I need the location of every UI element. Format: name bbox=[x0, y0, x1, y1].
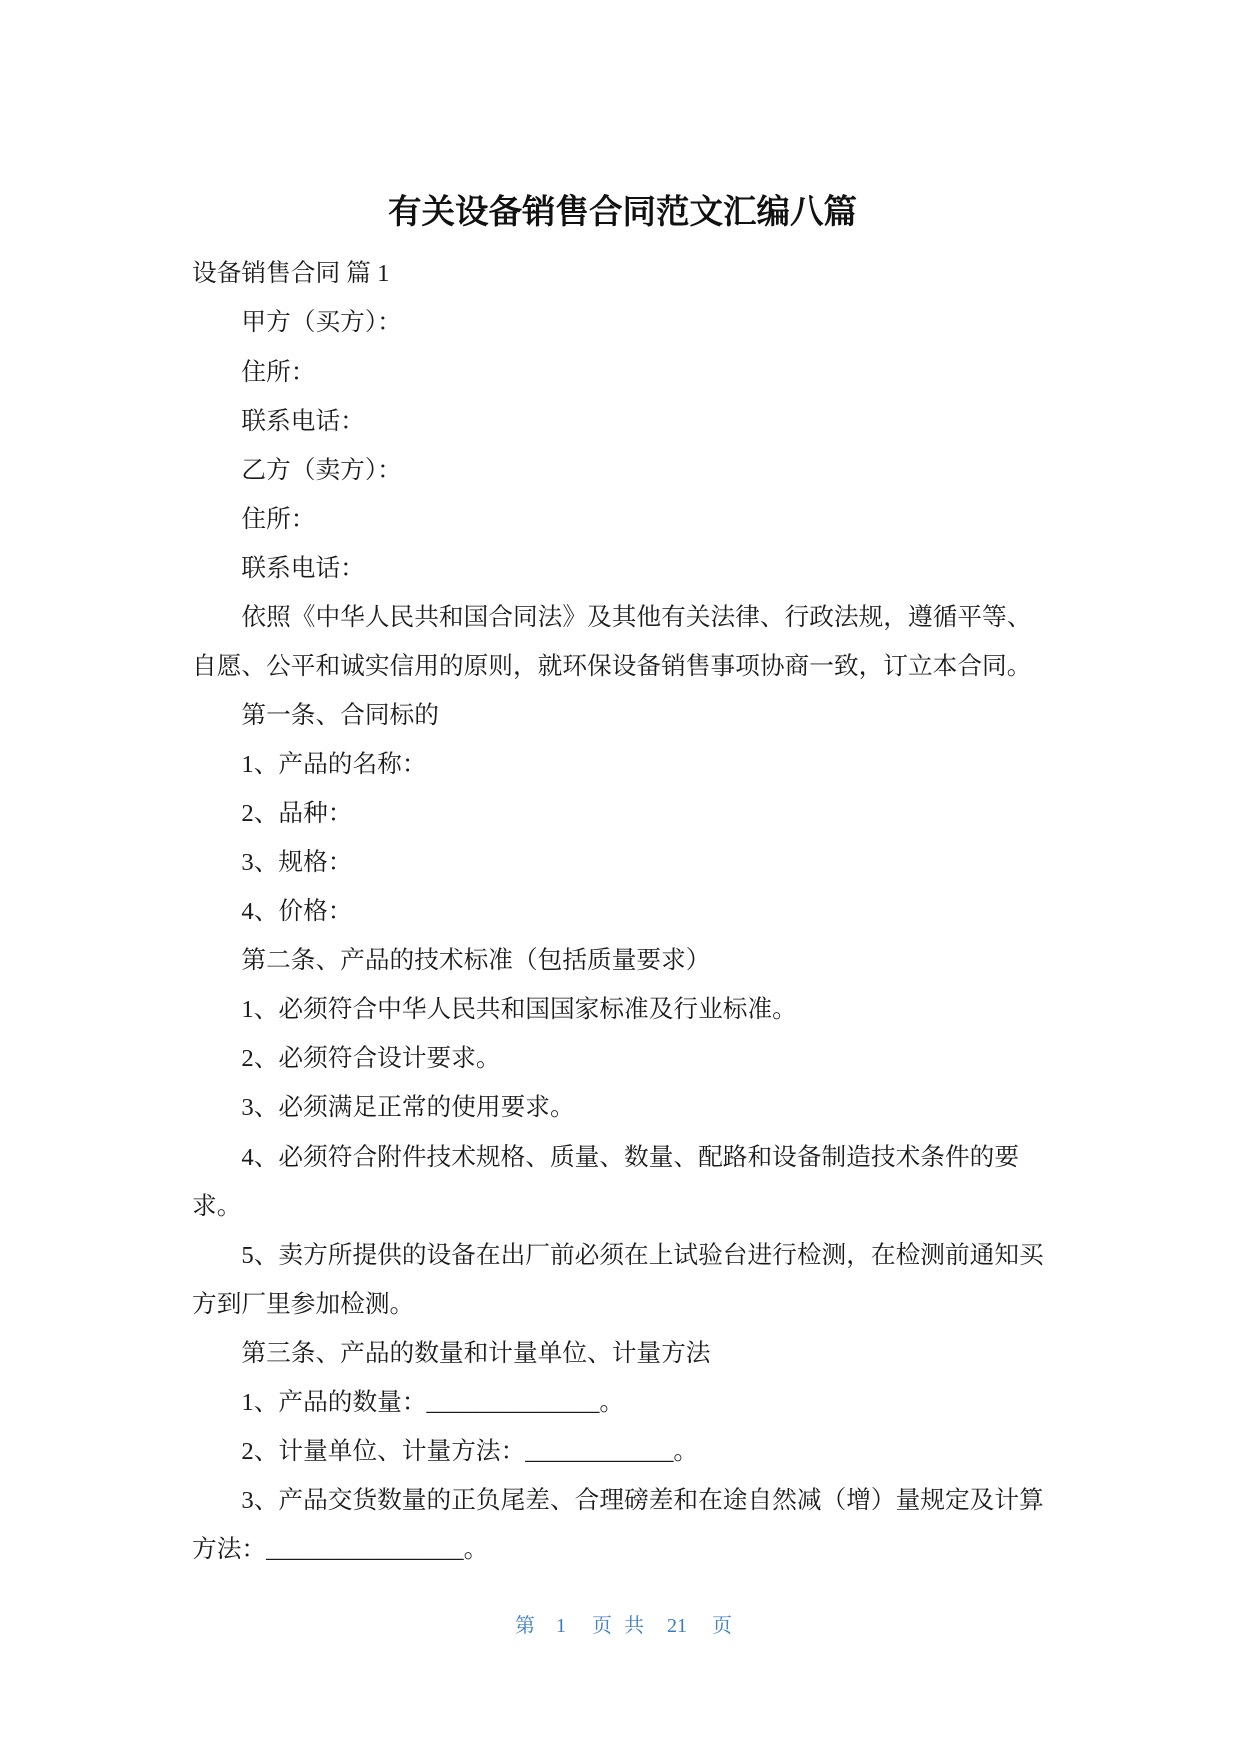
preamble-paragraph-line: 依照《中华人民共和国合同法》及其他有关法律、行政法规，遵循平等、 bbox=[241, 603, 1032, 631]
article-2-heading: 第二条、产品的技术标准（包括质量要求） bbox=[241, 947, 711, 975]
preamble-paragraph-line: 自愿、公平和诚实信用的原则，就环保设备销售事项协商一致，订立本合同。 bbox=[192, 652, 1032, 680]
document-title: 有关设备销售合同范文汇编八篇 bbox=[388, 192, 857, 231]
article-2-item: 5、卖方所提供的设备在出厂前必须在上试验台进行检测，在检测前通知买 bbox=[241, 1241, 1044, 1269]
article-3-item-continuation: 方法：________________。 bbox=[192, 1536, 489, 1564]
article-1-item: 1、产品的名称： bbox=[241, 751, 427, 779]
document-body bbox=[192, 249, 1072, 1574]
party-b-address-label: 住所： bbox=[241, 505, 316, 533]
article-3-item: 3、产品交货数量的正负尾差、合理磅差和在途自然减（增）量规定及计算 bbox=[241, 1486, 1044, 1514]
article-1-item: 4、价格： bbox=[241, 898, 353, 926]
article-2-item: 3、必须满足正常的使用要求。 bbox=[241, 1094, 575, 1122]
article-3-item: 1、产品的数量：______________。 bbox=[241, 1388, 625, 1416]
article-3-heading: 第三条、产品的数量和计量单位、计量方法 bbox=[241, 1339, 711, 1367]
party-a-label: 甲方（买方）： bbox=[241, 309, 402, 337]
current-page-number: 1 bbox=[556, 1615, 566, 1637]
article-1-item: 2、品种： bbox=[241, 800, 353, 828]
page-suffix: 页 bbox=[712, 1615, 732, 1637]
party-a-address-label: 住所： bbox=[241, 358, 316, 386]
article-1-item: 3、规格： bbox=[241, 849, 353, 877]
section-heading: 设备销售合同 篇 1 bbox=[192, 260, 390, 288]
party-b-phone-label: 联系电话： bbox=[241, 554, 365, 582]
article-2-item-continuation: 方到厂里参加检测。 bbox=[192, 1290, 415, 1318]
party-b-label: 乙方（卖方）： bbox=[241, 456, 402, 484]
article-2-item-continuation: 求。 bbox=[192, 1192, 242, 1220]
article-1-heading: 第一条、合同标的 bbox=[241, 701, 439, 729]
article-2-item: 2、必须符合设计要求。 bbox=[241, 1045, 501, 1073]
total-pages-number: 21 bbox=[667, 1615, 687, 1637]
page-footer bbox=[0, 1614, 1241, 1638]
article-3-item: 2、计量单位、计量方法：____________。 bbox=[241, 1437, 699, 1465]
article-2-item: 1、必须符合中华人民共和国国家标准及行业标准。 bbox=[241, 996, 797, 1024]
party-a-phone-label: 联系电话： bbox=[241, 407, 365, 435]
page-mid-label: 页共 bbox=[592, 1615, 656, 1637]
page-prefix: 第 bbox=[515, 1615, 535, 1637]
article-2-item: 4、必须符合附件技术规格、质量、数量、配路和设备制造技术条件的要 bbox=[241, 1143, 1020, 1171]
